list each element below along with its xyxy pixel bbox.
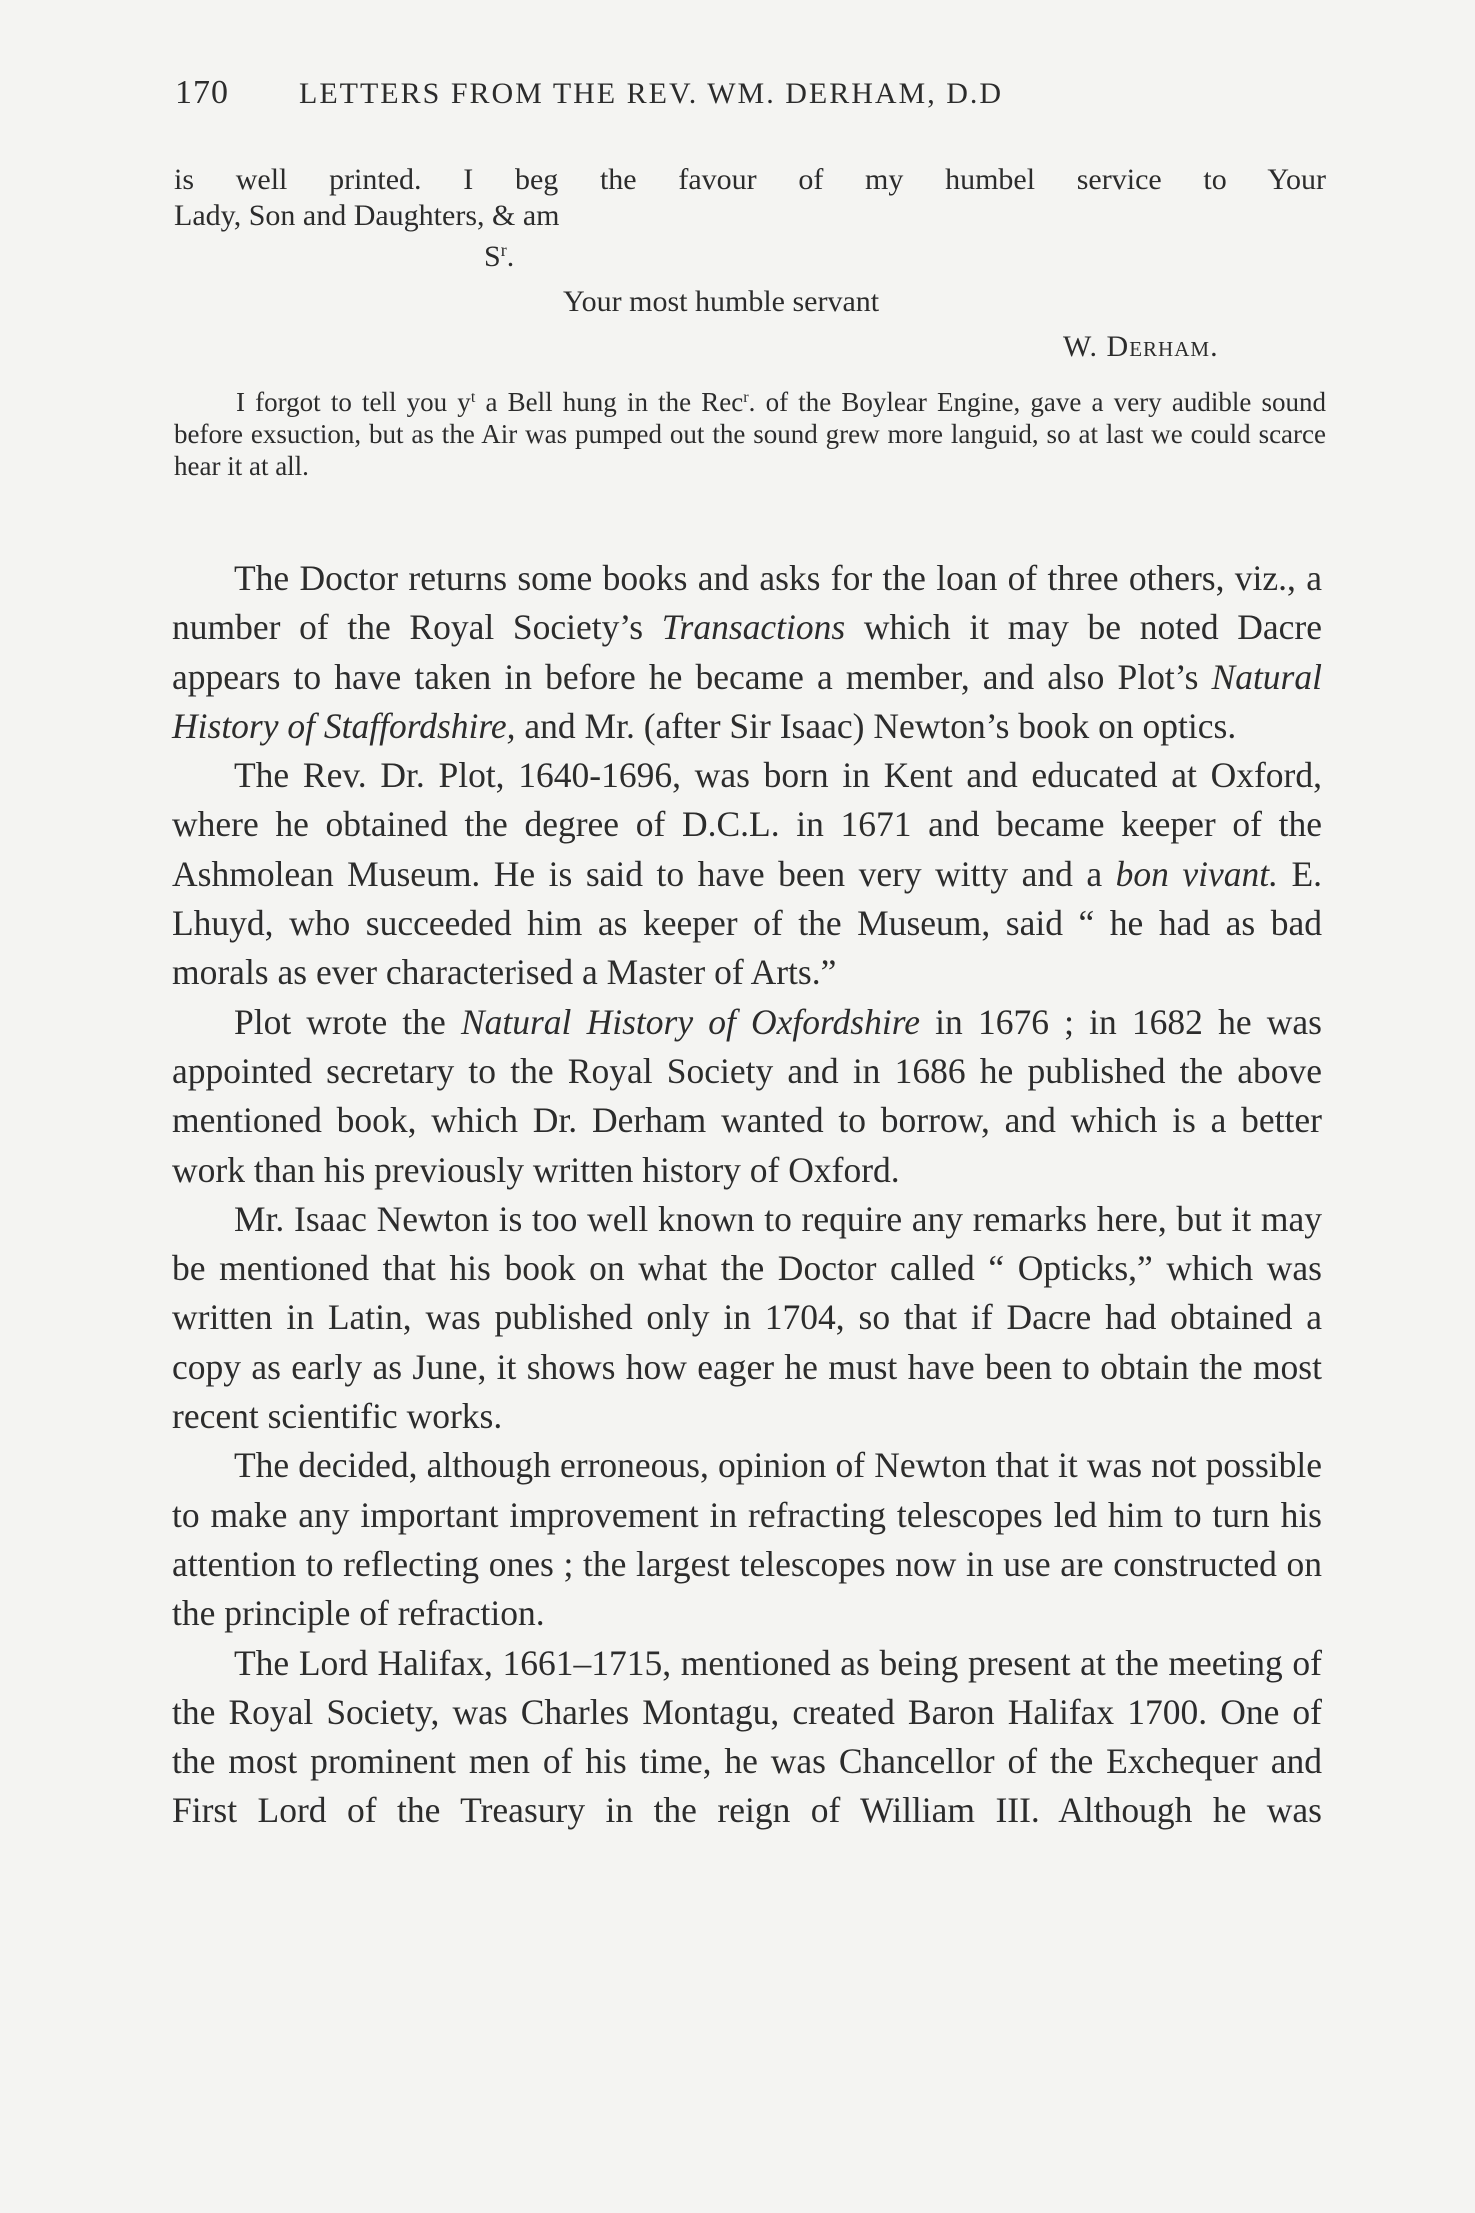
letter-line-2: Lady, Son and Daughters, & am bbox=[174, 199, 560, 232]
p2-text-a: The Rev. Dr. Plot, 1640-1696, was born in Kent and educated at Oxford, where he obtained the degree of D.C.L. in 1671 and became keeper of the Ashmolean Museum. He is said to have been very witty and a bbox=[172, 755, 1322, 894]
paragraph-6: The Lord Halifax, 1661–1715, mentioned as being present at the meeting of the Royal Society, was Charles Montagu, created Baron Halifax 1700. One of the most prominent men of his time, he was Chancellor of the Exchequer and First Lord of the Treasury in the reign of William III. Although he was bbox=[172, 1642, 1322, 1831]
p3-text-a: Plot wrote the bbox=[234, 1001, 461, 1042]
p3-italic-1: Natural History of Oxfordshire bbox=[460, 1001, 920, 1042]
postscript-paragraph bbox=[174, 386, 1326, 482]
running-header bbox=[175, 74, 1185, 112]
paragraph-1 bbox=[172, 554, 1322, 751]
paragraph-3 bbox=[172, 998, 1322, 1195]
paragraph-2 bbox=[172, 751, 1322, 997]
ps-text-3: . of the Boylear Engine, gave a very audible sound before exsuction, but as the Air was pumped out the sound grew more languid, so at last we could scarce hear it at all. bbox=[174, 387, 1326, 481]
salutation-s: S bbox=[484, 240, 501, 273]
page-number: 170 bbox=[175, 74, 229, 111]
p3-text-b: in 1676 ; in 1682 he was appointed secretary to the Royal Society and in 1686 he published the above mentioned book, which Dr. Derham wanted to borrow, and which is a better work than his previously written history of Oxford. bbox=[172, 1001, 1322, 1190]
salutation-sup: r bbox=[500, 240, 507, 261]
letter-line-1: is well printed. I beg the favour of my humbel service to Your bbox=[174, 163, 1326, 196]
p2-text-b: E. Lhuyd, who succeeded him as keeper of the Museum, said “ he had as bad morals as ever characterised a Master of Arts.” bbox=[172, 853, 1322, 993]
letter-signature: W. Derham. bbox=[1063, 330, 1219, 363]
p2-italic-1: bon vivant. bbox=[1115, 853, 1278, 894]
ps-text-2: a Bell hung in the Rec bbox=[475, 387, 744, 417]
paragraph-4: Mr. Isaac Newton is too well known to require any remarks here, but it may be mentioned that his book on what the Doctor called “ Opticks,” which was written in Latin, was published only in 1704, so that if Dacre had obtained a copy as early as June, it shows how eager he must have been to obtain the most recent scientific works. bbox=[172, 1198, 1322, 1437]
p1-text-c: and Mr. (after Sir Isaac) Newton’s book on optics. bbox=[515, 705, 1237, 746]
running-title: LETTERS FROM THE REV. WM. DERHAM, D.D bbox=[299, 77, 1004, 110]
paragraph-5: The decided, although erroneous, opinion of Newton that it was not possible to make any important improvement in refracting telescopes led him to turn his attention to reflecting ones ; the largest telescopes now in use are constructed on the principle of refraction. bbox=[172, 1445, 1322, 1634]
letter-text bbox=[174, 162, 1326, 234]
ps-sup-1: t bbox=[470, 388, 476, 407]
p1-italic-1: Transactions bbox=[661, 607, 846, 648]
p1-text-b: which it may be noted Dacre appears to have taken in before he became a member, and also Plot’s bbox=[172, 607, 1322, 697]
letter-closing: Your most humble servant bbox=[563, 285, 880, 318]
postscript bbox=[174, 386, 1326, 482]
body-text bbox=[172, 554, 1322, 1886]
letter-salutation: $S^r$. bbox=[484, 240, 515, 273]
p1-text-a: The Doctor returns some books and asks for the loan of three others, viz., a number of the Royal Society’s bbox=[172, 558, 1322, 648]
p1-italic-2: Natural History of Staffordshire, bbox=[172, 656, 1322, 746]
ps-sup-2: r bbox=[743, 388, 749, 407]
ps-text-1: I forgot to tell you y bbox=[236, 387, 471, 417]
